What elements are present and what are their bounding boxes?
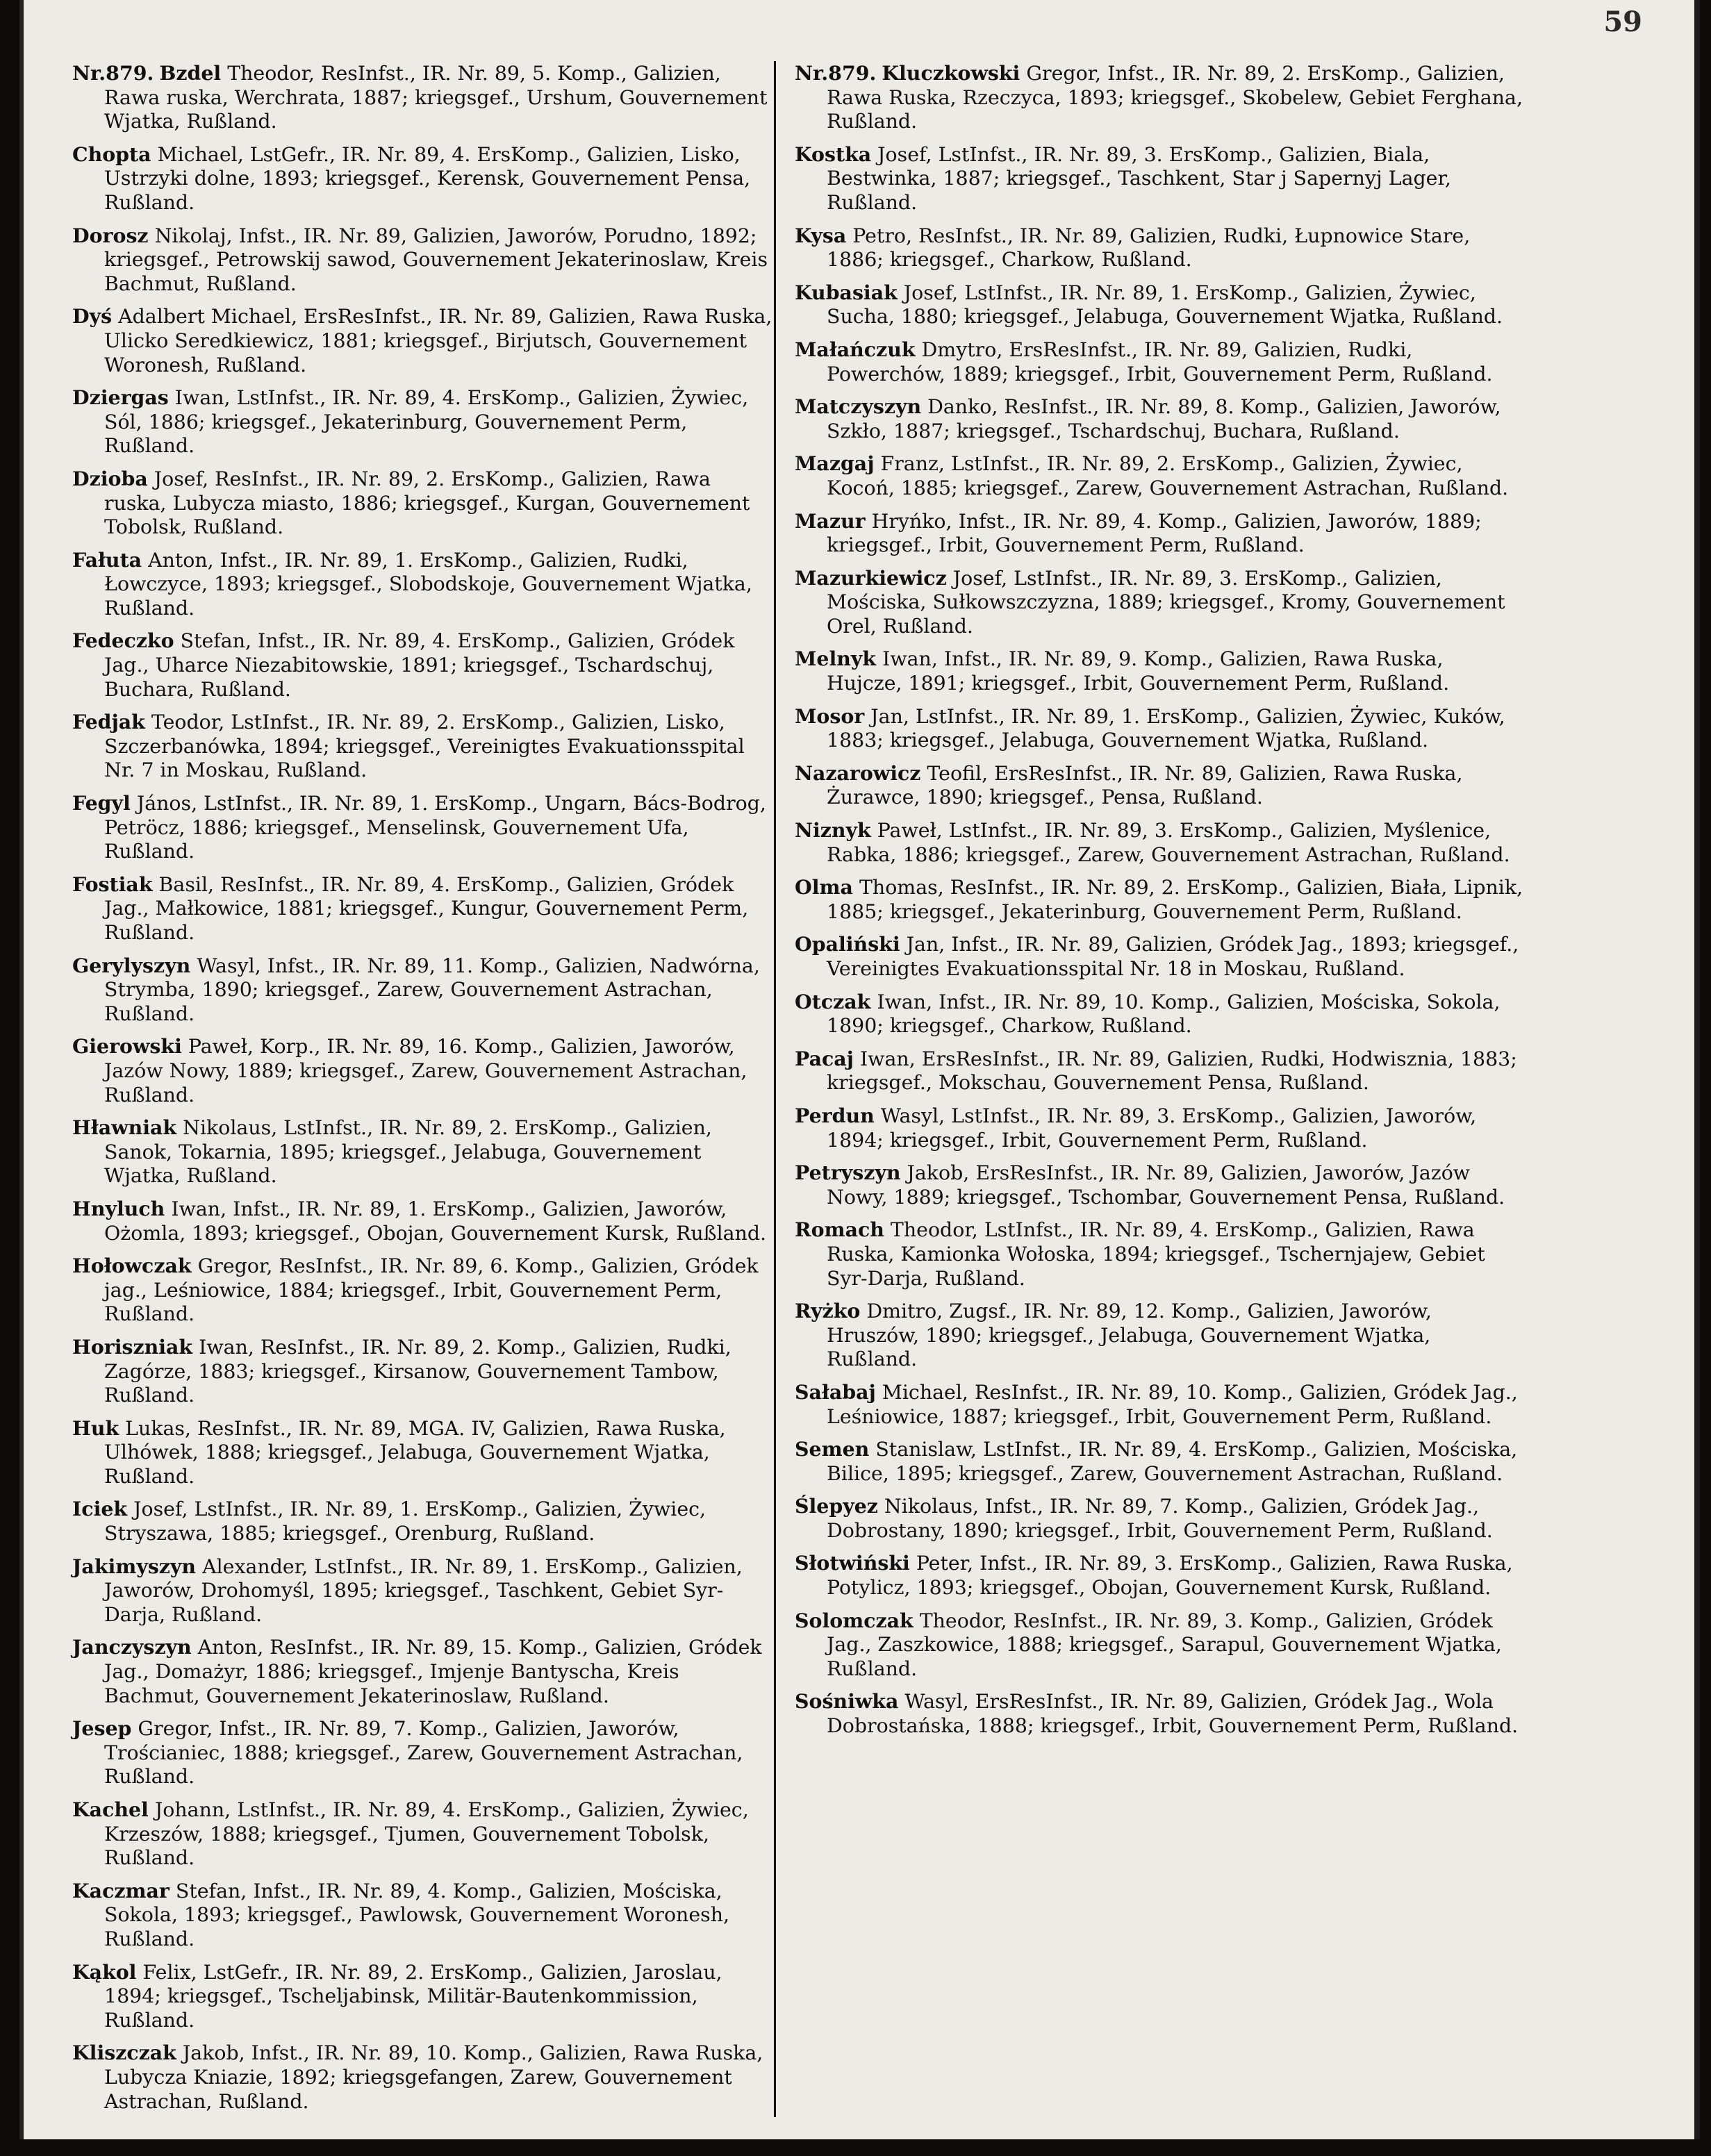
register-entry: [795, 1551, 1524, 1600]
entry-surname: Niznyk: [795, 818, 871, 843]
entry-surname: Kubasiak: [795, 280, 898, 304]
register-entry: [72, 467, 774, 540]
entry-details: Peter, Infst., IR. Nr. 89, 3. ErsKomp., Galizien, Rawa Ruska, Potylicz, 1893; kriegsgef., Obojan, Gouvernement Kursk, Rußland.: [827, 1552, 1513, 1600]
entry-details: Stanislaw, LstInfst., IR. Nr. 89, 4. ErsKomp., Galizien, Mościska, Bilice, 1895; kriegsgef., Zarew, Gouvernement Astrachan, Rußland.: [827, 1438, 1518, 1485]
entry-surname: Kluczkowski: [882, 61, 1020, 85]
register-entry: [795, 509, 1524, 558]
entry-details: Lukas, ResInfst., IR. Nr. 89, MGA. IV, Galizien, Rawa Ruska, Ulhówek, 1888; kriegsgef., Jelabuga, Gouvernement Wjatka, Rußland.: [104, 1416, 726, 1488]
entry-details: Teofil, ErsResInfst., IR. Nr. 89, Galizien, Rawa Ruska, Żurawce, 1890; kriegsgef., Pensa, Rußland.: [827, 761, 1463, 809]
register-entry: [795, 1380, 1524, 1429]
entry-surname: Gerylyszyn: [72, 953, 191, 977]
entry-details: Danko, ResInfst., IR. Nr. 89, 8. Komp., Galizien, Jaworów, Szkło, 1887; kriegsgef., Tschardschuj, Buchara, Rußland.: [827, 395, 1501, 442]
entry-surname: Słotwiński: [795, 1551, 910, 1575]
entry-details: Dmitro, Zugsf., IR. Nr. 89, 12. Komp., Galizien, Jaworów, Hruszów, 1890; kriegsgef., Jelabuga, Gouvernement Wjatka, Rußland.: [827, 1300, 1432, 1371]
entry-surname: Iciek: [72, 1497, 128, 1521]
register-entry: [72, 710, 774, 783]
entry-details: Theodor, ResInfst., IR. Nr. 89, 3. Komp., Galizien, Gródek Jag., Zaszkowice, 1888; kriegsgef., Sarapul, Gouvernement Wjatka, Rußland.: [827, 1609, 1502, 1680]
entry-surname: Dyś: [72, 304, 113, 329]
entry-surname: Opaliński: [795, 932, 900, 956]
register-entry: [795, 395, 1524, 443]
register-entry: [795, 281, 1524, 329]
entry-details: Gregor, Infst., IR. Nr. 89, 2. ErsKomp., Galizien, Rawa Ruska, Rzeczyca, 1893; kriegsgef., Skobelew, Gebiet Ferghana, Rußland.: [827, 62, 1523, 133]
entry-details: Hryńko, Infst., IR. Nr. 89, 4. Komp., Galizien, Jaworów, 1889; kriegsgef., Irbit, Gouvernement Perm, Rußland.: [827, 509, 1482, 557]
entry-surname: Mazgaj: [795, 451, 875, 476]
entry-surname: Olma: [795, 875, 853, 899]
entry-surname: Kachel: [72, 1798, 149, 1821]
column-divider: [774, 61, 776, 2117]
entry-surname: Kaczmar: [72, 1878, 170, 1902]
entry-surname: Jakimyszyn: [72, 1554, 197, 1578]
entry-surname: Melnyk: [795, 647, 877, 671]
register-entry: [795, 1689, 1524, 1738]
entry-surname: Gierowski: [72, 1034, 182, 1059]
entry-number: Nr.879.: [795, 61, 877, 85]
register-entry: [72, 61, 774, 134]
entry-details: Iwan, ErsResInfst., IR. Nr. 89, Galizien, Rudki, Hodwisznia, 1883; kriegsgef., Mokschau, Gouvernement Pensa, Rußland.: [827, 1047, 1517, 1095]
register-entry: [795, 1494, 1524, 1543]
entry-surname: Bzdel: [159, 61, 222, 85]
register-entry: [72, 2041, 774, 2114]
register-entry: [795, 142, 1524, 215]
entry-surname: Fostiak: [72, 872, 153, 896]
entry-details: Jakob, ErsResInfst., IR. Nr. 89, Galizien, Jaworów, Jazów Nowy, 1889; kriegsgef., Tschombar, Gouvernement Pensa, Rußland.: [827, 1161, 1505, 1209]
entry-details: Stefan, Infst., IR. Nr. 89, 4. Komp., Galizien, Mościska, Sokola, 1893; kriegsgef., Pawlowsk, Gouvernement Woronesh, Rußland.: [104, 1879, 730, 1950]
entry-surname: Matczyszyn: [795, 395, 922, 419]
register-entry: [795, 451, 1524, 500]
entry-surname: Kostka: [795, 142, 872, 166]
entry-details: Nikolaj, Infst., IR. Nr. 89, Galizien, Jaworów, Porudno, 1892; kriegsgef., Petrowskij sawod, Gouvernement Jekaterinoslaw, Kreis Bachmut, Rußland.: [104, 224, 768, 295]
register-entry: [72, 1497, 774, 1545]
entry-details: Paweł, LstInfst., IR. Nr. 89, 3. ErsKomp., Galizien, Myślenice, Rabka, 1886; kriegsgef., Zarew, Gouvernement Astrachan, Rußland.: [827, 819, 1510, 866]
entry-surname: Romach: [795, 1218, 884, 1242]
entry-details: Jan, Infst., IR. Nr. 89, Galizien, Gródek Jag., 1893; kriegsgef., Vereinigtes Evakuationsspital Nr. 18 in Moskau, Rußland.: [827, 933, 1519, 980]
entry-details: Josef, LstInfst., IR. Nr. 89, 3. ErsKomp., Galizien, Mościska, Sułkowszczyzna, 1889; kriegsgef., Kromy, Gouvernement Orel, Rußland.: [827, 566, 1505, 638]
entry-surname: Nazarowicz: [795, 761, 921, 785]
entry-surname: Dzioba: [72, 466, 148, 490]
entry-details: Wasyl, LstInfst., IR. Nr. 89, 3. ErsKomp., Galizien, Jaworów, 1894; kriegsgef., Irbit, Gouvernement Perm, Rußland.: [827, 1104, 1477, 1152]
entry-surname: Huk: [72, 1416, 119, 1440]
register-entry: [795, 1609, 1524, 1682]
register-entry: [795, 990, 1524, 1038]
entry-details: Alexander, LstInfst., IR. Nr. 89, 1. ErsKomp., Galizien, Jaworów, Drohomyśl, 1895; kriegsgef., Taschkent, Gebiet Syr-Darja, Rußland.: [104, 1554, 743, 1626]
entry-details: Iwan, LstInfst., IR. Nr. 89, 4. ErsKomp., Galizien, Żywiec, Sól, 1886; kriegsgef., Jekaterinburg, Gouvernement Perm, Rußland.: [104, 386, 749, 458]
entry-surname: Mazurkiewicz: [795, 565, 947, 590]
register-entry: [795, 875, 1524, 924]
entry-details: Iwan, Infst., IR. Nr. 89, 9. Komp., Galizien, Rawa Ruska, Hujcze, 1891; kriegsgef., Irbit, Gouvernement Perm, Rußland.: [827, 647, 1450, 695]
register-entry: [795, 1299, 1524, 1372]
register-entry: [72, 629, 774, 702]
entry-surname: Petryszyn: [795, 1161, 901, 1185]
entry-details: Adalbert Michael, ErsResInfst., IR. Nr. 89, Galizien, Rawa Ruska, Ulicko Seredkiewicz, 1881; kriegsgef., Birjutsch, Gouvernement Woronesh, Rußland.: [104, 305, 772, 376]
entry-surname: Janczyszyn: [72, 1635, 192, 1659]
register-entry: [795, 704, 1524, 753]
entry-surname: Pacaj: [795, 1046, 854, 1070]
register-entry: [795, 1104, 1524, 1152]
entry-surname: Hołowczak: [72, 1254, 192, 1278]
entry-details: Michael, ResInfst., IR. Nr. 89, 10. Komp., Galizien, Gródek Jag., Leśniowice, 1887; kriegsgef., Irbit, Gouvernement Perm, Rußland.: [827, 1380, 1518, 1428]
register-entry: [72, 1879, 774, 1952]
entry-details: Iwan, Infst., IR. Nr. 89, 1. ErsKomp., Galizien, Jaworów, Ożomla, 1893; kriegsgef., Obojan, Gouvernement Kursk, Rußland.: [104, 1197, 767, 1245]
left-column: [72, 61, 774, 2114]
entry-surname: Kysa: [795, 223, 847, 247]
register-entry: [795, 761, 1524, 810]
register-entry: [72, 304, 774, 377]
register-entry: [795, 338, 1524, 386]
entry-details: Anton, ResInfst., IR. Nr. 89, 15. Komp., Galizien, Gródek Jag., Domażyr, 1886; kriegsgef., Imjenje Bantyscha, Kreis Bachmut, Gouvernement Jekaterinoslaw, Rußland.: [104, 1636, 762, 1707]
entry-details: Wasyl, ErsResInfst., IR. Nr. 89, Galizien, Gródek Jag., Wola Dobrostańska, 1888; kriegsgef., Irbit, Gouvernement Perm, Rußland.: [827, 1690, 1519, 1738]
entry-surname: Chopta: [72, 142, 151, 166]
entry-details: Josef, LstInfst., IR. Nr. 89, 1. ErsKomp., Galizien, Żywiec, Stryszawa, 1885; kriegsgef., Orenburg, Rußland.: [104, 1498, 706, 1545]
entry-surname: Jesep: [72, 1716, 132, 1741]
entry-details: Stefan, Infst., IR. Nr. 89, 4. ErsKomp., Galizien, Gródek Jag., Uharce Niezabitowskie, 1891; kriegsgef., Tschardschuj, Buchara, Rußland.: [104, 629, 735, 701]
register-entry: [795, 224, 1524, 272]
entry-details: Theodor, LstInfst., IR. Nr. 89, 4. ErsKomp., Galizien, Rawa Ruska, Kamionka Wołoska, 1894; kriegsgef., Tschernjajew, Gebiet Syr-Darja, Rußland.: [827, 1218, 1485, 1290]
entry-surname: Sałabaj: [795, 1379, 876, 1404]
entry-details: Teodor, LstInfst., IR. Nr. 89, 2. ErsKomp., Galizien, Lisko, Szczerbanówka, 1894; kriegsgef., Vereinigtes Evakuationsspital Nr. 7 in Moskau, Rußland.: [104, 711, 745, 782]
entry-details: Johann, LstInfst., IR. Nr. 89, 4. ErsKomp., Galizien, Żywiec, Krzeszów, 1888; kriegsgef., Tjumen, Gouvernement Tobolsk, Rußland.: [104, 1798, 749, 1870]
entry-details: Josef, LstInfst., IR. Nr. 89, 1. ErsKomp., Galizien, Żywiec, Sucha, 1880; kriegsgef., Jelabuga, Gouvernement Wjatka, Rußland.: [827, 281, 1503, 329]
register-entry: [72, 1034, 774, 1107]
register-entry: [72, 1335, 774, 1408]
entry-surname: Małańczuk: [795, 337, 916, 361]
register-entry: [795, 1047, 1524, 1095]
entry-details: Theodor, ResInfst., IR. Nr. 89, 5. Komp., Galizien, Rawa ruska, Werchrata, 1887; kriegsgef., Urshum, Gouvernement Wjatka, Rußland.: [104, 62, 768, 133]
register-entry: [72, 224, 774, 297]
entry-surname: Mazur: [795, 508, 866, 533]
register-entry: [72, 1554, 774, 1627]
right-column: [795, 61, 1524, 1739]
entry-details: János, LstInfst., IR. Nr. 89, 1. ErsKomp., Ungarn, Bács-Bodrog, Petröcz, 1886; kriegsgef., Menselinsk, Gouvernement Ufa, Rußland.: [104, 792, 766, 863]
register-entry: [72, 1798, 774, 1871]
register-entry: [72, 548, 774, 621]
register-entry: [72, 791, 774, 864]
entry-details: Paweł, Korp., IR. Nr. 89, 16. Komp., Galizien, Jaworów, Jazów Nowy, 1889; kriegsgef., Zarew, Gouvernement Astrachan, Rußland.: [104, 1035, 747, 1106]
register-entry: [795, 1437, 1524, 1486]
entry-details: Franz, LstInfst., IR. Nr. 89, 2. ErsKomp., Galizien, Żywiec, Kocoń, 1885; kriegsgef., Zarew, Gouvernement Astrachan, Rußland.: [827, 452, 1509, 499]
entry-surname: Fegyl: [72, 791, 131, 815]
entry-surname: Fedjak: [72, 710, 145, 734]
entry-details: Petro, ResInfst., IR. Nr. 89, Galizien, Rudki, Łupnowice Stare, 1886; kriegsgef., Charkow, Rußland.: [827, 224, 1471, 272]
entry-surname: Kąkol: [72, 1959, 137, 1984]
entry-details: Jan, LstInfst., IR. Nr. 89, 1. ErsKomp., Galizien, Żywiec, Kuków, 1883; kriegsgef., Jelabuga, Gouvernement Wjatka, Rußland.: [827, 704, 1505, 752]
register-entry: [72, 1197, 774, 1245]
register-entry: [795, 1161, 1524, 1209]
entry-details: Felix, LstGefr., IR. Nr. 89, 2. ErsKomp., Galizien, Jaroslau, 1894; kriegsgef., Tscheljabinsk, Militär-Bautenkommission, Rußland.: [104, 1960, 722, 2032]
page-number: 59: [1603, 6, 1642, 38]
register-entry: [795, 61, 1524, 134]
entry-surname: Fedeczko: [72, 629, 174, 653]
entry-details: Nikolaus, Infst., IR. Nr. 89, 7. Komp., Galizien, Gródek Jag., Dobrostany, 1890; kriegsgef., Irbit, Gouvernement Perm, Rußland.: [827, 1495, 1493, 1542]
register-entry: [72, 1960, 774, 2033]
entry-surname: Mosor: [795, 704, 865, 728]
register-entry: [72, 1116, 774, 1188]
entry-surname: Ślepyez: [795, 1494, 878, 1518]
entry-surname: Solomczak: [795, 1608, 914, 1632]
entry-surname: Otczak: [795, 989, 871, 1013]
entry-details: Michael, LstGefr., IR. Nr. 89, 4. ErsKomp., Galizien, Lisko, Ustrzyki dolne, 1893; kriegsgef., Kerensk, Gouvernement Pensa, Rußland.: [104, 142, 751, 214]
entry-surname: Ryżko: [795, 1299, 861, 1323]
register-entry: [72, 1716, 774, 1789]
entry-number: Nr.879.: [72, 61, 154, 85]
entry-details: Wasyl, Infst., IR. Nr. 89, 11. Komp., Galizien, Nadwórna, Strymba, 1890; kriegsgef., Zarew, Gouvernement Astrachan, Rußland.: [104, 954, 760, 1025]
entry-surname: Dziergas: [72, 385, 169, 410]
entry-details: Josef, ResInfst., IR. Nr. 89, 2. ErsKomp., Galizien, Rawa ruska, Lubycza miasto, 1886; kriegsgef., Kurgan, Gouvernement Tobolsk, Rußland.: [104, 467, 750, 539]
entry-surname: Horiszniak: [72, 1334, 193, 1359]
entry-details: Iwan, ResInfst., IR. Nr. 89, 2. Komp., Galizien, Rudki, Zagórze, 1883; kriegsgef., Kirsanow, Gouvernement Tambow, Rußland.: [104, 1335, 731, 1407]
entry-details: Anton, Infst., IR. Nr. 89, 1. ErsKomp., Galizien, Rudki, Łowczyce, 1893; kriegsgef., Slobodskoje, Gouvernement Wjatka, Rußland.: [104, 548, 752, 620]
entry-surname: Hnyluch: [72, 1196, 165, 1220]
register-entry: [72, 1254, 774, 1327]
entry-surname: Sośniwka: [795, 1689, 899, 1714]
entry-details: Gregor, Infst., IR. Nr. 89, 7. Komp., Galizien, Jaworów, Trościaniec, 1888; kriegsgef., Zarew, Gouvernement Astrachan, Rußland.: [104, 1717, 743, 1789]
entry-surname: Kliszczak: [72, 2041, 176, 2065]
entry-surname: Fałuta: [72, 547, 142, 572]
register-entry: [72, 1635, 774, 1708]
entry-details: Thomas, ResInfst., IR. Nr. 89, 2. ErsKomp., Galizien, Biała, Lipnik, 1885; kriegsgef., Jekaterinburg, Gouvernement Perm, Rußland.: [827, 876, 1523, 923]
entry-details: Iwan, Infst., IR. Nr. 89, 10. Komp., Galizien, Mościska, Sokola, 1890; kriegsgef., Charkow, Rußland.: [827, 990, 1501, 1038]
entry-surname: Perdun: [795, 1103, 875, 1127]
entry-details: Gregor, ResInfst., IR. Nr. 89, 6. Komp., Galizien, Gródek jag., Leśniowice, 1884; kriegsgef., Irbit, Gouvernement Perm, Rußland.: [104, 1254, 759, 1326]
entry-surname: Hławniak: [72, 1116, 177, 1140]
entry-surname: Semen: [795, 1437, 870, 1461]
register-entry: [795, 932, 1524, 981]
register-entry: [72, 872, 774, 945]
register-entry: [795, 1218, 1524, 1291]
register-entry: [72, 385, 774, 458]
document-page: [19, 0, 1700, 2139]
register-entry: [72, 954, 774, 1027]
register-entry: [795, 818, 1524, 867]
entry-surname: Dorosz: [72, 223, 149, 247]
entry-details: Basil, ResInfst., IR. Nr. 89, 4. ErsKomp., Galizien, Gródek Jag., Małkowice, 1881; kriegsgef., Kungur, Gouvernement Perm, Rußland.: [104, 872, 749, 944]
register-entry: [795, 647, 1524, 695]
register-entry: [795, 566, 1524, 639]
entry-details: Dmytro, ErsResInfst., IR. Nr. 89, Galizien, Rudki, Powerchów, 1889; kriegsgef., Irbit, Gouvernement Perm, Rußland.: [827, 338, 1493, 385]
entry-details: Jakob, Infst., IR. Nr. 89, 10. Komp., Galizien, Rawa Ruska, Lubycza Kniazie, 1892; kriegsgefangen, Zarew, Gouvernement Astrachan, Rußland.: [104, 2041, 763, 2113]
register-entry: [72, 142, 774, 215]
entry-details: Nikolaus, LstInfst., IR. Nr. 89, 2. ErsKomp., Galizien, Sanok, Tokarnia, 1895; kriegsgef., Jelabuga, Gouvernement Wjatka, Rußland.: [104, 1116, 712, 1188]
register-entry: [72, 1416, 774, 1489]
entry-details: Josef, LstInfst., IR. Nr. 89, 3. ErsKomp., Galizien, Biala, Bestwinka, 1887; kriegsgef., Taschkent, Star j Sapernyj Lager, Rußland.: [827, 142, 1451, 214]
